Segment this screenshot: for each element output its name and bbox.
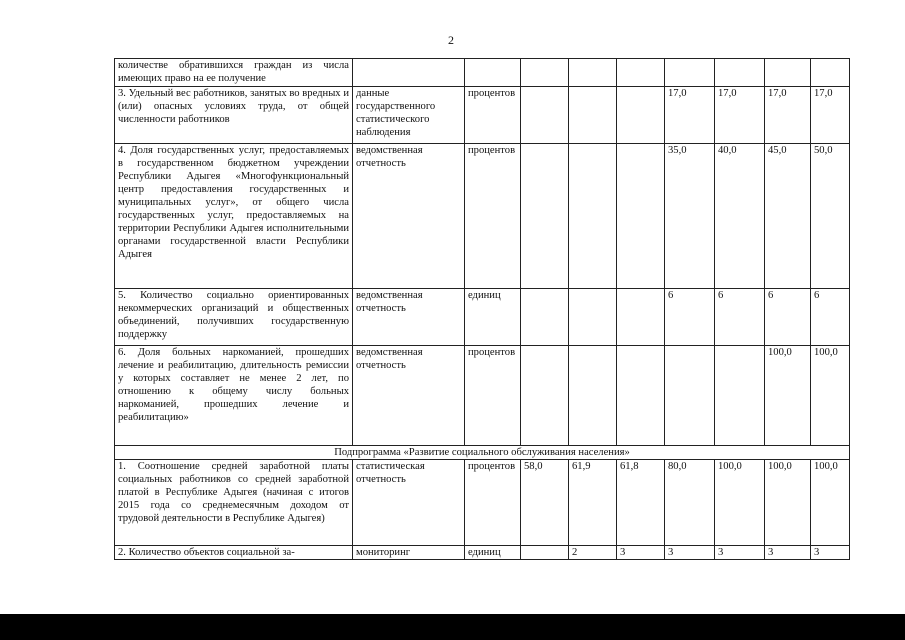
value-cell <box>617 59 665 87</box>
unit-cell: единиц <box>465 546 521 560</box>
value-cell: 100,0 <box>765 460 811 546</box>
table-row <box>115 346 850 446</box>
value-cell: 3 <box>617 546 665 560</box>
value-cell <box>665 346 715 446</box>
value-cell: 3 <box>765 546 811 560</box>
page-number: 2 <box>448 33 454 47</box>
value-cell <box>521 144 569 289</box>
indicator-cell: 3. Удельный вес работников, занятых во вредных и (или) опасных условиях труда, от общей численности работников <box>115 87 353 144</box>
value-cell <box>521 59 569 87</box>
value-cell: 6 <box>811 289 850 346</box>
value-cell <box>521 289 569 346</box>
value-cell: 100,0 <box>811 346 850 446</box>
value-cell: 45,0 <box>765 144 811 289</box>
value-cell <box>569 346 617 446</box>
unit-cell: процентов <box>465 87 521 144</box>
value-cell: 17,0 <box>811 87 850 144</box>
unit-cell: процентов <box>465 346 521 446</box>
value-cell <box>811 59 850 87</box>
value-cell: 3 <box>665 546 715 560</box>
value-cell <box>765 59 811 87</box>
value-cell: 3 <box>811 546 850 560</box>
unit-cell <box>465 59 521 87</box>
value-cell: 61,9 <box>569 460 617 546</box>
value-cell: 35,0 <box>665 144 715 289</box>
value-cell: 6 <box>665 289 715 346</box>
table-row <box>115 289 850 346</box>
value-cell: 6 <box>715 289 765 346</box>
value-cell <box>569 144 617 289</box>
value-cell: 17,0 <box>715 87 765 144</box>
source-cell: ведомственная отчетность <box>353 346 465 446</box>
unit-cell: единиц <box>465 289 521 346</box>
table-row <box>115 460 850 546</box>
indicator-cell: 6. Доля больных наркоманией, прошедших лечение и реабилитацию, длительность ремиссии у которых составляет не менее 2 лет, по отношению к общему числу больных наркоманией, прошедших лечение и реабилитацию» <box>115 346 353 446</box>
source-cell: статистическая отчетность <box>353 460 465 546</box>
value-cell: 40,0 <box>715 144 765 289</box>
unit-cell: процентов <box>465 460 521 546</box>
indicator-cell: 2. Количество объектов социальной за- <box>115 546 353 560</box>
value-cell <box>569 289 617 346</box>
value-cell <box>617 289 665 346</box>
subprogram-heading: Подпрограмма «Развитие социального обслуживания населения» <box>115 446 850 460</box>
indicators-table <box>114 58 850 560</box>
indicator-cell: 1. Соотношение средней заработной платы социальных работников со средней заработной платой в Республике Адыгея (начиная с итогов 2015 года со среднемесячным доходом от трудовой деятельности в Республике Адыгея) <box>115 460 353 546</box>
value-cell: 100,0 <box>811 460 850 546</box>
value-cell: 61,8 <box>617 460 665 546</box>
value-cell <box>617 87 665 144</box>
value-cell: 17,0 <box>765 87 811 144</box>
value-cell <box>715 59 765 87</box>
source-cell: данные государственного статистического наблюдения <box>353 87 465 144</box>
indicator-cell: 4. Доля государственных услуг, предоставляемых в государственном бюджетном учреждении Республики Адыгея «Многофункциональный центр предоставления государственных и муниципальных услуг», от общего числа государственных услуг, предоставляемых на территории Республики Адыгея исполнительными органами государственной власти Республики Адыгея <box>115 144 353 289</box>
indicator-cell: количестве обратившихся граждан из числа имеющих право на ее получение <box>115 59 353 87</box>
value-cell <box>665 59 715 87</box>
source-cell: ведомственная отчетность <box>353 144 465 289</box>
source-cell: ведомственная отчетность <box>353 289 465 346</box>
value-cell <box>521 87 569 144</box>
value-cell <box>569 87 617 144</box>
table-row <box>115 59 850 87</box>
value-cell <box>617 144 665 289</box>
value-cell: 17,0 <box>665 87 715 144</box>
table-row <box>115 144 850 289</box>
value-cell: 3 <box>715 546 765 560</box>
indicator-cell: 5. Количество социально ориентированных некоммерческих организаций и общественных объединений, получивших государственную поддержку <box>115 289 353 346</box>
table-row <box>115 87 850 144</box>
table-row <box>115 546 850 560</box>
source-cell <box>353 59 465 87</box>
unit-cell: процентов <box>465 144 521 289</box>
value-cell <box>715 346 765 446</box>
value-cell <box>617 346 665 446</box>
value-cell: 2 <box>569 546 617 560</box>
value-cell: 100,0 <box>715 460 765 546</box>
value-cell <box>569 59 617 87</box>
source-cell: мониторинг <box>353 546 465 560</box>
value-cell <box>521 346 569 446</box>
value-cell: 6 <box>765 289 811 346</box>
value-cell <box>521 546 569 560</box>
value-cell: 100,0 <box>765 346 811 446</box>
value-cell: 80,0 <box>665 460 715 546</box>
subprogram-row <box>115 446 850 460</box>
value-cell: 58,0 <box>521 460 569 546</box>
value-cell: 50,0 <box>811 144 850 289</box>
scan-edge-bar <box>0 614 905 640</box>
